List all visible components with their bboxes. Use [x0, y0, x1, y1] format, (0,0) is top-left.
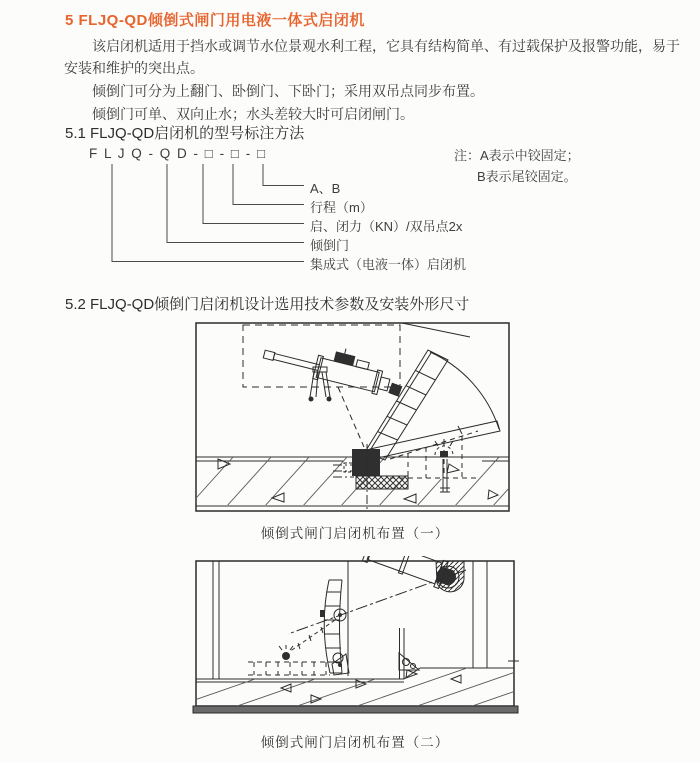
paragraph-3: 倾倒门可单、双向止水；水头差较大时可启闭闸门。: [92, 106, 414, 122]
branch-label-stroke: 行程（m）: [310, 200, 373, 215]
figure2-drawing: [190, 556, 520, 721]
branch-label-gate-type: 倾倒门: [310, 238, 350, 253]
figure2-caption: 倾倒式闸门启闭机布置（二）: [260, 735, 450, 750]
figure1-caption: 倾倒式闸门启闭机布置（一）: [260, 526, 450, 541]
section-5-body: [64, 35, 688, 126]
section-5-heading: 5 FLJQ-QD倾倒式闸门用电液一体式启闭机: [65, 12, 365, 29]
model-note-line1: 注：A表示中铰固定；: [454, 148, 580, 163]
model-code: F L J Q - Q D - □ - □ - □: [89, 146, 267, 161]
branch-label-hoist-type: 集成式（电液一体）启闭机: [310, 257, 467, 272]
section-5-2-heading: 5.2 FLJQ-QD倾倒门启闭机设计选用技术参数及安装外形尺寸: [65, 296, 470, 313]
figure1-drawing: [190, 318, 515, 516]
section-5-1-heading: 5.1 FLJQ-QD启闭机的型号标注方法: [65, 125, 305, 142]
branch-label-ab: A、B: [310, 181, 341, 196]
model-note-line2: B表示尾铰固定。: [477, 169, 577, 184]
paragraph-2: 倾倒门可分为上翻门、卧倒门、下卧门；采用双吊点同步布置。: [92, 83, 484, 99]
branch-label-force: 启、闭力（KN）/双吊点2x: [310, 219, 463, 234]
paragraph-1: 该启闭机适用于挡水或调节水位景观水利工程，它具有结构简单、有过载保护及报警功能，易于安装和维护的突出点。: [64, 38, 680, 76]
